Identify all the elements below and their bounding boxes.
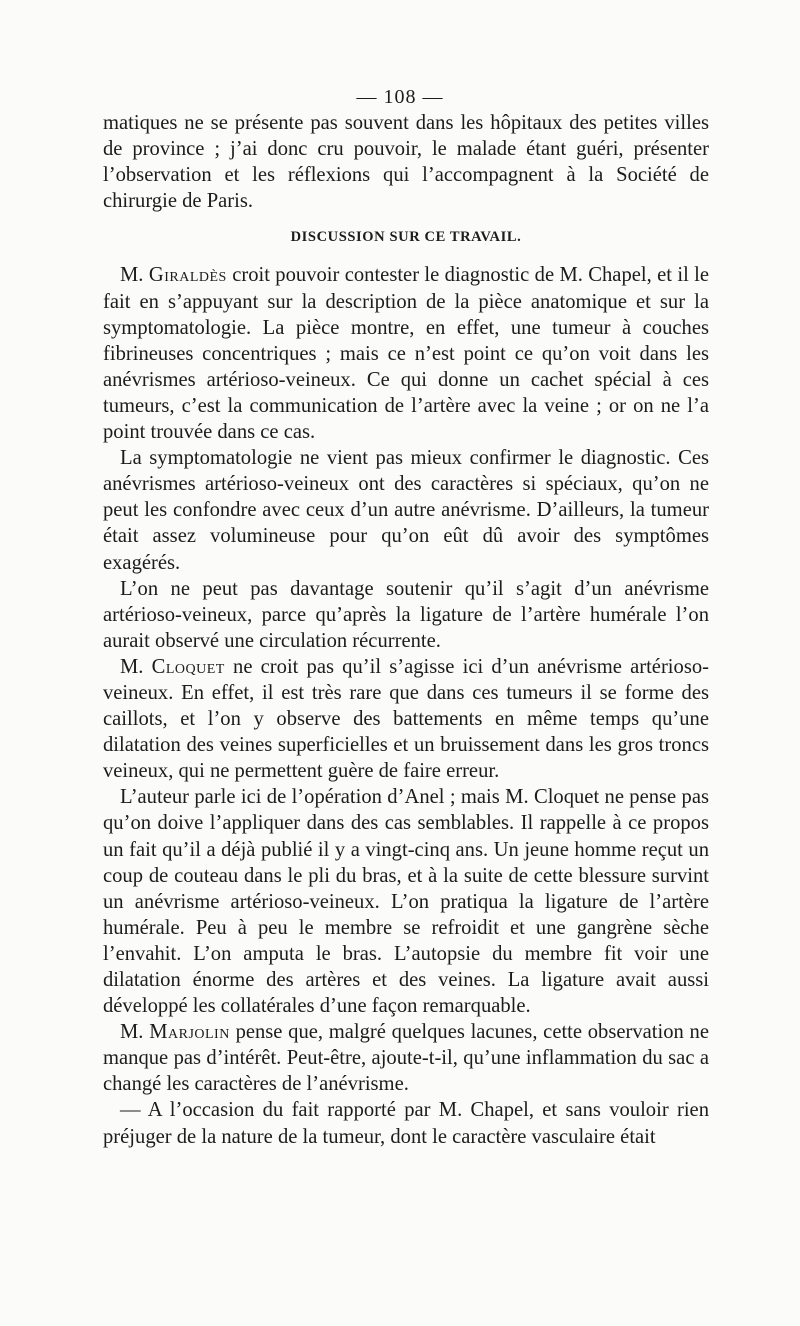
speaker-prefix: M. [120, 1021, 144, 1044]
paragraph-cloquet [103, 654, 709, 784]
paragraph-continuation: matiques ne se présente pas souvent dans les hôpitaux des petites villes de province ; j’ai donc cru pouvoir, le malade étant guéri, présenter l’observation et les réflexions qui l’accompagnent à la Société de chirurgie de Paris. [103, 112, 709, 213]
paragraph-text: croit pouvoir contester le diagnostic de M. Chapel, et il le fait en s’appuyant sur la description de la pièce anatomique et sur la symptomatologie. La pièce montre, en effet, une tumeur à couches fibrineuses concentriques ; mais ce n’est point ce qu’on voit dans les anévrismes artérioso-veineux. Ce qui donne un cachet spécial à ces tumeurs, c’est la communication de l’artère avec la veine ; or on ne l’a point trouvée dans ce cas. [103, 264, 710, 444]
paragraph-chapel: — A l’occasion du fait rapporté par M. Chapel, et sans vouloir rien préjuger de la nature de la tumeur, dont le caractère vasculaire était [103, 1099, 709, 1148]
paragraph-symptomatology: La symptomatologie ne vient pas mieux confirmer le diagnostic. Ces anévrismes artérioso-veineux ont des caractères si spéciaux, qu’on ne peut les confondre avec ceux d’un autre anévrisme. D’ailleurs, la tumeur était assez volumineuse pour qu’on eût dû avoir des symptômes exagérés. [103, 447, 709, 574]
speaker-name: Giraldès [148, 264, 227, 287]
speaker-prefix: M. [120, 264, 144, 287]
paragraph-anel: L’auteur parle ici de l’opération d’Anel ; mais M. Cloquet ne pense pas qu’on doive l’appliquer dans des cas semblables. Il rappelle à ce propos un fait qu’il a déjà publié il y a vingt-cinq ans. Un jeune homme reçut un coup de couteau dans le pli du bras, et à la suite de cette blessure survint un anévrisme artérioso-veineux. L’on pratiqua la ligature de l’artère humérale. Peu à peu le membre se refroidit et une gangrène sèche l’envahit. L’on amputa le bras. L’autopsie du membre fit voir une dilatation énorme des artères et des veines. La ligature avait aussi développé les collatérales d’une façon remarquable. [103, 786, 709, 1018]
body-text [103, 110, 709, 1150]
paragraph-text: pense que, malgré quelques lacunes, cette observation ne manque pas d’intérêt. Peut-être, ajoute-t-il, qu’une inflammation du sac a changé les caractères de l’anévrisme. [103, 1021, 709, 1096]
speaker-name: Marjolin [149, 1021, 230, 1044]
paragraph-giraldes [103, 262, 709, 445]
paragraph-ligature: L’on ne peut pas davantage soutenir qu’il s’agit d’un anévrisme artérioso-veineux, parce qu’après la ligature de l’artère humérale l’on aurait observé une circulation récurrente. [103, 577, 709, 652]
paragraph-text: ne croit pas qu’il s’agisse ici d’un anévrisme artérioso-veineux. En effet, il est très rare que dans ces tumeurs il se forme des caillots, et l’on y observe des battements en même temps qu’une dilatation des veines superficielles et un bruissement dans les gros troncs veineux, qui ne permettent guère de faire erreur. [103, 655, 709, 783]
paragraph-marjolin [103, 1019, 709, 1097]
section-heading: DISCUSSION SUR CE TRAVAIL. [290, 229, 522, 246]
speaker-prefix: M. [120, 655, 144, 678]
speaker-name: Cloquet [151, 655, 225, 678]
page-number: — 108 — [356, 86, 444, 108]
